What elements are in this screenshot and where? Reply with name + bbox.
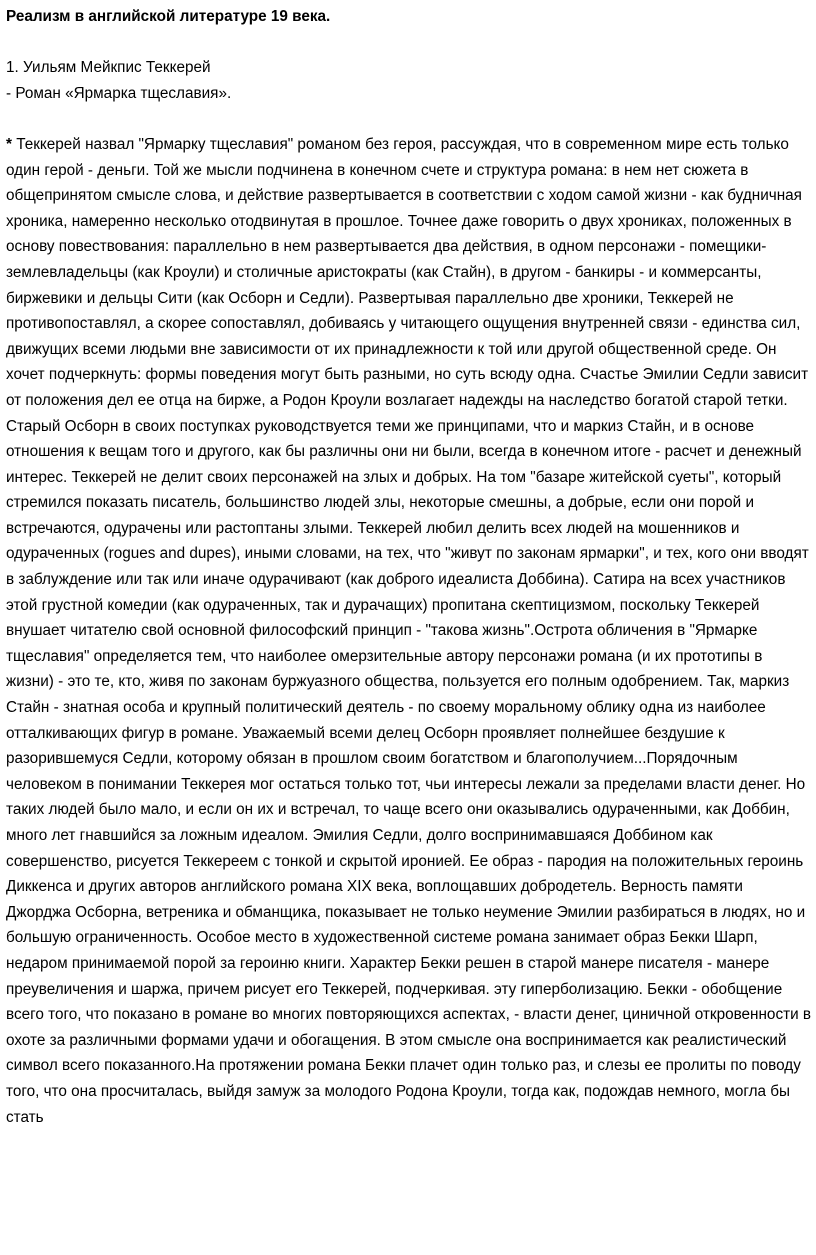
- novel-heading: - Роман «Ярмарка тщеславия».: [6, 84, 232, 102]
- author-heading: 1. Уильям Мейкпис Теккерей: [6, 59, 211, 77]
- blank-line: [6, 106, 812, 132]
- blank-line: [6, 30, 812, 56]
- bullet-asterisk: *: [6, 135, 12, 153]
- body-paragraph: [6, 132, 812, 1130]
- document-title: Реализм в английской литературе 19 века.: [6, 8, 331, 25]
- body-text: Теккерей назвал "Ярмарку тщеславия" романом без героя, рассуждая, что в современном мире есть только один герой - деньги. Той же мысли подчинена в конечном счете и структура романа: в нем нет сюжета в общепринятом смысле слова, и действие развертывается в соответствии с ходом самой жизни - как будничная хроника, намеренно несколько отодвинутая в прошлое. Точнее даже говорить о двух хрониках, положенных в основу повествования: параллельно в нем развертывается два действия, в одном персонажи - помещики-землевладельцы (как Кроули) и столичные аристократы (как Стайн), в другом - банкиры - и коммерсанты, биржевики и дельцы Сити (как Осборн и Седли). Развертывая параллельно две хроники, Теккерей не противопоставлял, а скорее сопоставлял, добиваясь у читающего ощущения внутренней связи - единства сил, движущих всеми людьми вне зависимости от их принадлежности к той или другой общественной среде. Он хочет подчеркнуть: формы поведения могут быть разными, но суть всюду одна. Счастье Эмилии Седли зависит от положения дел ее отца на бирже, а Родон Кроули возлагает надежды на наследство богатой старой тетки. Старый Осборн в своих поступках руководствуется теми же принципами, что и маркиз Стайн, и в основе отношения к вещам того и другого, как бы различны они ни были, всегда в конечном итоге - расчет и денежный интерес. Теккерей не делит своих персонажей на злых и добрых. На том "базаре житейской суеты", который стремился показать писатель, большинство людей злы, некоторые смешны, а добрые, если они порой и встречаются, одурачены или растоптаны злыми. Теккерей любил делить всех людей на мошенников и одураченных (rogues and dupes), иными словами, на тех, что "живут по законам ярмарки", и тех, кого они вводят в заблуждение или так или иначе одурачивают (как доброго идеалиста Доббина). Сатира на всех участников этой грустной комедии (как одураченных, так и дурачащих) пропитана скептицизмом, поскольку Теккерей внушает читателю свой основной философский принцип - "такова жизнь".Острота обличения в "Ярмарке тщеславия" определяется тем, что наиболее омерзительные автору персонажи романа (и их прототипы в жизни) - это те, кто, живя по законам буржуазного общества, пользуется его полным одобрением. Так, маркиз Стайн - знатная особа и крупный политический деятель - по своему моральному облику одна из наиболее отталкивающих фигур в романе. Уважаемый всеми делец Осборн проявляет полнейшее бездушие к разорившемуся Седли, которому обязан в прошлом своим богатством и благополучием...Порядочным человеком в понимании Теккерея мог остаться только тот, чьи интересы лежали за пределами власти денег. Но таких людей было мало, и если он их и встречал, то чаще всего они оказывались одураченными, как Доббин, много лет гнавшийся за ложным идеалом. Эмилия Седли, долго воспринимавшаяся Доббином как совершенство, рисуется Теккереем с тонкой и скрытой иронией. Ее образ - пародия на положительных героинь Диккенса и других авторов английского романа XIX века, воплощавших добродетель. Верность памяти Джорджа Осборна, ветреника и обманщика, показывает не только неумение Эмилии разбираться в людях, но и большую ограниченность. Особое место в художественной системе романа занимает образ Бекки Шарп, недаром принимаемой порой за героиню книги. Характер Бекки решен в старой манере писателя - манере преувеличения и шаржа, причем рисует его Теккерей, подчеркивая. эту гиперболизацию. Бекки - обобщение всего того, что показано в романе во многих повторяющихся аспектах, - власти денег, циничной откровенности в охоте за различными формами удачи и обогащения. В этом смысле она воспринимается как реалистический символ всего показанного.На протяжении романа Бекки плачет один только раз, и слезы ее пролиты по поводу того, что она просчиталась, выйдя замуж за молодого Родона Кроули, тогда как, подождав немного, могла бы стать: [6, 135, 812, 1126]
